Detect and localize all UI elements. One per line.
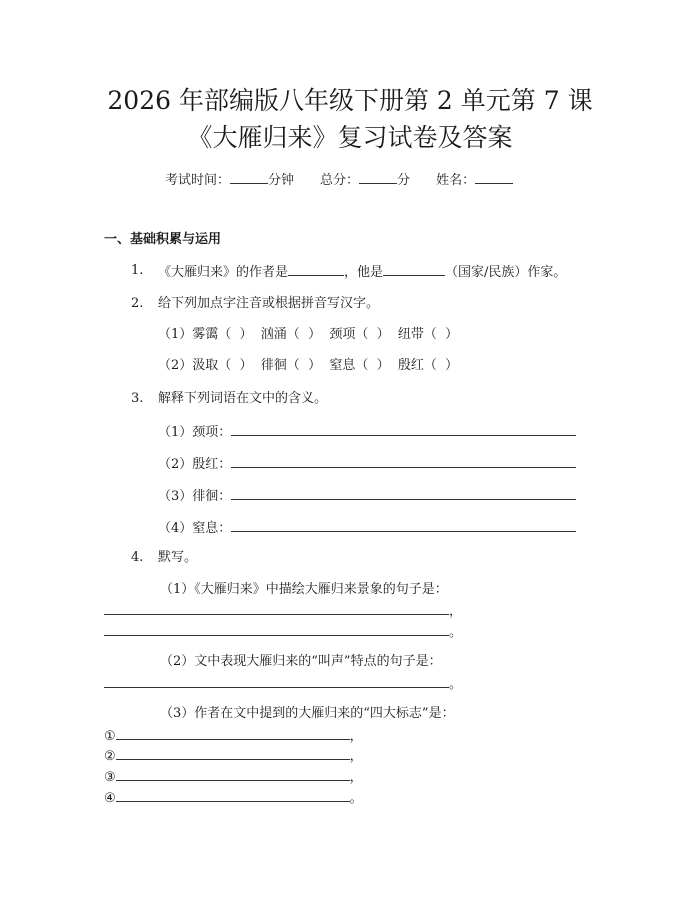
time-label: 考试时间： (165, 173, 231, 188)
q3-item-2: （2）殷红： (158, 456, 576, 471)
q3-answer-blank[interactable] (231, 520, 576, 532)
q4-sub2: （2）文中表现大雁归来的“叫声”特点的句子是： (160, 654, 442, 669)
q3-answer-blank[interactable] (231, 488, 576, 500)
q3-item-4: （4）窒息： (158, 520, 576, 535)
q4-sub2-line: 。 (104, 676, 462, 691)
q3-item-3: （3）徘徊： (158, 488, 576, 503)
q2-number: 2. (131, 296, 144, 311)
q4-sub3-item-4: ④ 。 (104, 791, 363, 806)
q4-sub3-item-2: ② ， (104, 749, 363, 764)
time-unit: 分钟 (268, 173, 295, 188)
q2-row1: （1）雾霭（ ） 汹涌（ ） 颈项（ ） 纽带（ ） (158, 327, 459, 342)
q4-sub1: （1）《大雁归来》中描绘大雁归来景象的句子是： (160, 582, 448, 597)
q3-answer-blank[interactable] (231, 424, 576, 436)
q4-answer-blank[interactable] (116, 769, 350, 781)
q4-sub1-line1: ， (104, 603, 462, 618)
q3-item-1: （1）颈项： (158, 424, 576, 439)
q2-text: 给下列加点字注音或根据拼音写汉字。 (158, 296, 380, 311)
q4-sub1-line2: 。 (104, 624, 462, 639)
exam-info (165, 172, 513, 187)
q4-sub3-item-3: ③ ， (104, 770, 363, 785)
score-blank[interactable] (359, 172, 397, 184)
q4-answer-blank[interactable] (116, 728, 350, 740)
q4-answer-blank[interactable] (104, 603, 449, 615)
name-label: 姓名： (436, 173, 476, 188)
q4-number: 4. (131, 550, 144, 565)
q3-number: 3. (131, 391, 144, 406)
exam-title-line1: 2026 年部编版八年级下册第 2 单元第 7 课 (107, 86, 593, 115)
q2-row2: （2）汲取（ ） 徘徊（ ） 窒息（ ） 殷红（ ） (158, 358, 459, 373)
q1-number: 1. (131, 263, 144, 278)
q1-country-blank[interactable] (383, 264, 445, 276)
q4-sub3: （3）作者在文中提到的大雁归来的“四大标志”是： (160, 706, 455, 721)
time-blank[interactable] (230, 172, 268, 184)
q3-text: 解释下列词语在文中的含义。 (158, 391, 328, 406)
q4-answer-blank[interactable] (104, 676, 449, 688)
score-unit: 分 (397, 173, 411, 188)
q1-author-blank[interactable] (288, 264, 344, 276)
score-label: 总分： (320, 173, 360, 188)
q4-text: 默写。 (158, 550, 198, 565)
exam-title-line2: 《大雁归来》复习试卷及答案 (187, 123, 513, 152)
q4-sub3-item-1: ① ， (104, 729, 363, 744)
q4-answer-blank[interactable] (116, 790, 350, 802)
q4-answer-blank[interactable] (116, 748, 350, 760)
q1-text: 《大雁归来》的作者是 ，他是 （国家/民族）作家。 (158, 265, 567, 280)
q3-answer-blank[interactable] (231, 456, 576, 468)
name-blank[interactable] (475, 172, 513, 184)
section-title: 一、基础积累与运用 (104, 232, 222, 247)
q4-answer-blank[interactable] (104, 624, 449, 636)
